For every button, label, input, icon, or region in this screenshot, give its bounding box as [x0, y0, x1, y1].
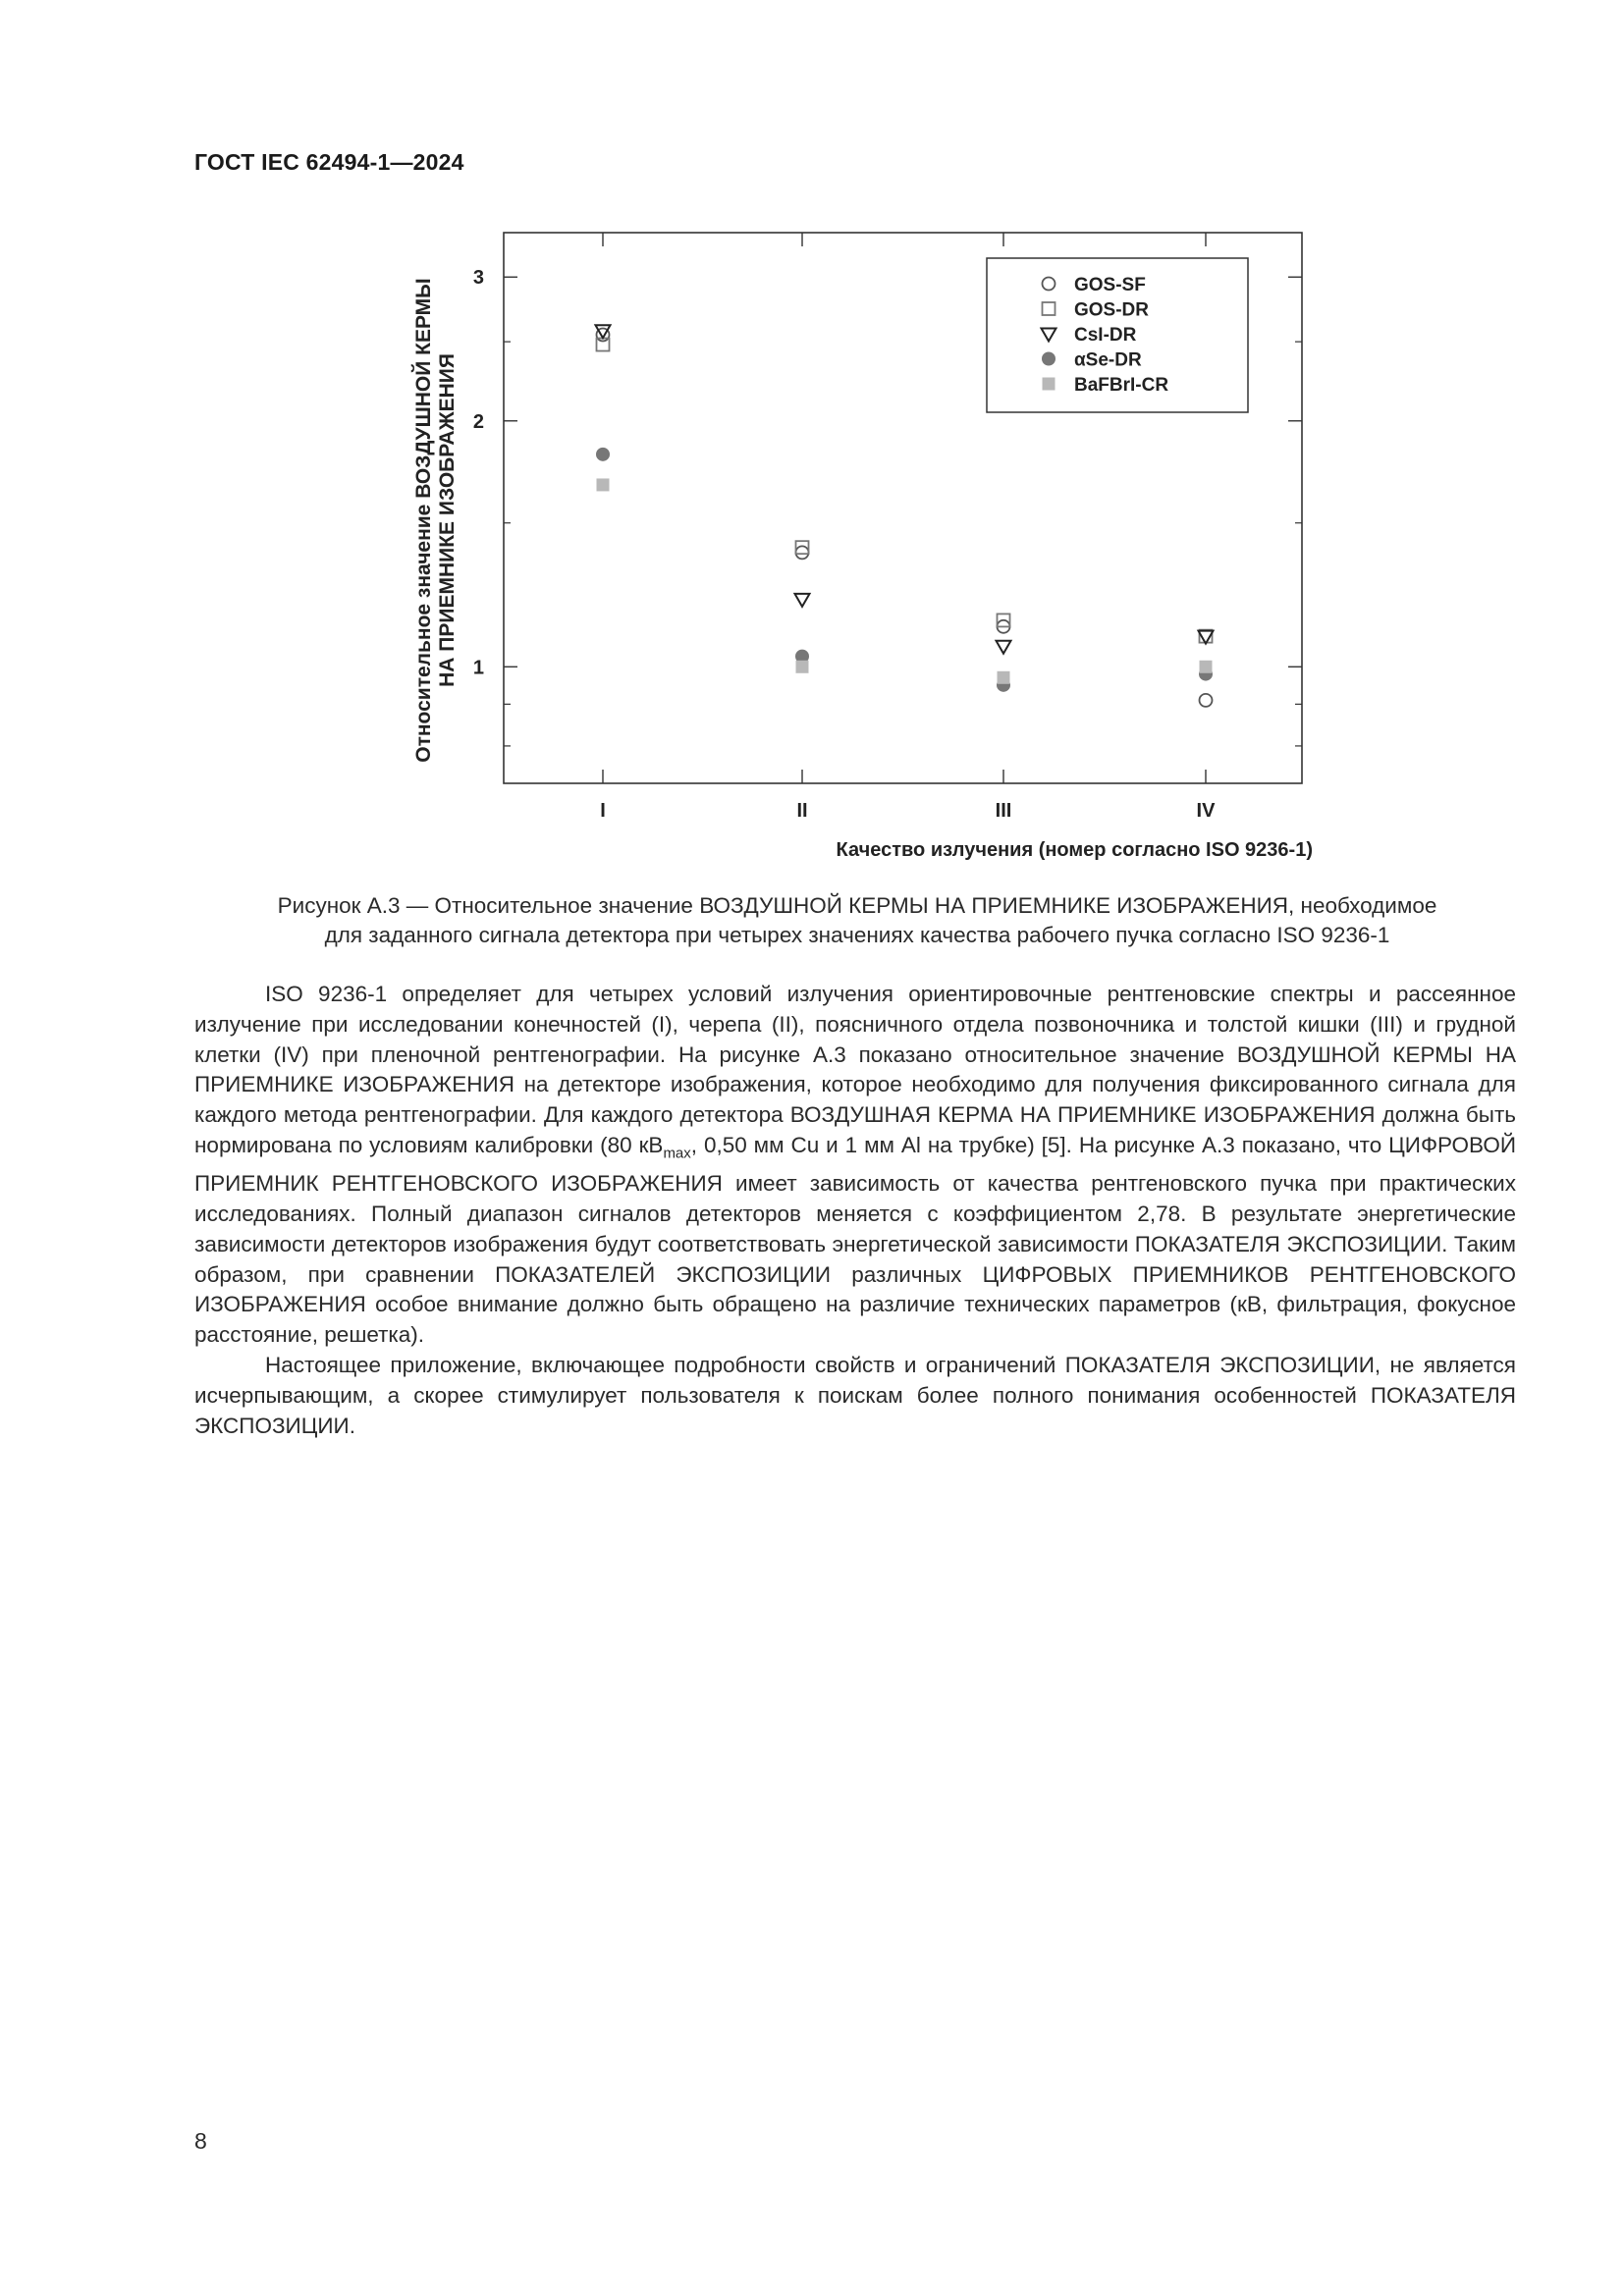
paragraph-1: [194, 980, 1516, 1351]
figure-chart: [0, 0, 1624, 883]
legend-label: GOS-DR: [1074, 299, 1149, 321]
x-tick-label: IV: [1196, 800, 1216, 822]
legend-label: CsI-DR: [1074, 325, 1137, 346]
data-point: [997, 641, 1011, 654]
y-tick-label: 1: [472, 657, 484, 679]
data-point: [796, 661, 809, 673]
data-point: [1199, 631, 1214, 644]
y-tick-label: 3: [472, 267, 484, 290]
data-point: [1200, 661, 1213, 673]
x-tick-label: I: [600, 800, 606, 822]
x-tick-label: II: [796, 800, 808, 822]
data-point: [1200, 694, 1213, 707]
y-tick-label: 2: [472, 410, 484, 433]
legend-label: αSe-DR: [1074, 349, 1142, 371]
y-axis-label-line1: Относительное значение ВОЗДУШНОЙ КЕРМЫ: [412, 278, 435, 763]
x-axis-label: Качество излучения (номер согласно ISO 9236-1): [836, 839, 1313, 861]
data-point: [597, 478, 610, 491]
paragraph-2: Настоящее приложение, включающее подробности свойств и ограничений ПОКАЗАТЕЛЯ ЭКСПОЗИЦИИ, не является исчерпывающим, а скорее стимулирует пользователя к поискам более полного понимания особенностей ПОКАЗАТЕЛЯ ЭКСПОЗИЦИИ.: [194, 1353, 1516, 1438]
legend-label: GOS-SF: [1074, 275, 1146, 295]
figure-caption-line2: для заданного сигнала детектора при четырех значениях качества рабочего пучка согласно ISO 9236-1: [324, 923, 1390, 947]
figure-caption-line1: Рисунок А.3 — Относительное значение ВОЗДУШНОЙ КЕРМЫ НА ПРИЕМНИКЕ ИЗОБРАЖЕНИЯ, необходимое: [277, 893, 1437, 918]
legend-label: BaFBrI-CR: [1074, 375, 1169, 396]
y-axis-label-line2: НА ПРИЕМНИКЕ ИЗОБРАЖЕНИЯ: [436, 353, 459, 687]
x-tick-label: III: [995, 800, 1012, 822]
data-point: [796, 546, 809, 559]
legend-marker: [1043, 378, 1056, 391]
page-number: 8: [194, 2128, 207, 2154]
data-point: [998, 671, 1010, 684]
paragraph-1-subscript: max: [663, 1145, 691, 1162]
data-point: [597, 448, 610, 460]
paragraph-1-text: ISO 9236-1 определяет для четырех условий излучения ориентировочные рентгеновские спектры и рассеянное излучение при исследовании конечностей (I), черепа (II), поясничного отдела позвоночника и толстой кишки (III) и грудной клетки (IV) при пленочной рентгенографии. На рисунке А.3 показано относительное значение ВОЗДУШНОЙ КЕРМЫ НА ПРИЕМНИКЕ ИЗОБРАЖЕНИЯ на детекторе изображения, которое необходимо для получения фиксированного сигнала для каждого метода рентгенографии. Для каждого детектора ВОЗДУШНАЯ КЕРМА НА ПРИЕМНИКЕ ИЗОБРАЖЕНИЯ должна быть нормирована по условиям калибровки (80 кВ: [194, 982, 1516, 1157]
document-header: ГОСТ IEC 62494-1—2024: [194, 149, 464, 175]
chart-legend: [987, 258, 1248, 412]
figure-caption: [194, 891, 1520, 950]
legend-marker: [1043, 352, 1056, 365]
body-text: [194, 980, 1516, 1441]
data-point: [795, 594, 810, 607]
paragraph-1-rest: , 0,50 мм Cu и 1 мм Al на трубке) [5]. На рисунке А.3 показано, что ЦИФРОВОЙ ПРИЕМНИК РЕНТГЕНОВСКОГО ИЗОБРАЖЕНИЯ имеет зависимость от качества рентгеновского пучка при практических исследованиях. Полный диапазон сигналов детекторов меняется с коэффициентом 2,78. В результате энергетические зависимости детекторов изображения будут соответствовать энергетической зависимости ПОКАЗАТЕЛЯ ЭКСПОЗИЦИИ. Таким образом, при сравнении ПОКАЗАТЕЛЕЙ ЭКСПОЗИЦИИ различных ЦИФРОВЫХ ПРИЕМНИКОВ РЕНТГЕНОВСКОГО ИЗОБРАЖЕНИЯ особое внимание должно быть обращено на различие технических параметров (кВ, фильтрация, фокусное расстояние, решетка).: [194, 1132, 1516, 1348]
